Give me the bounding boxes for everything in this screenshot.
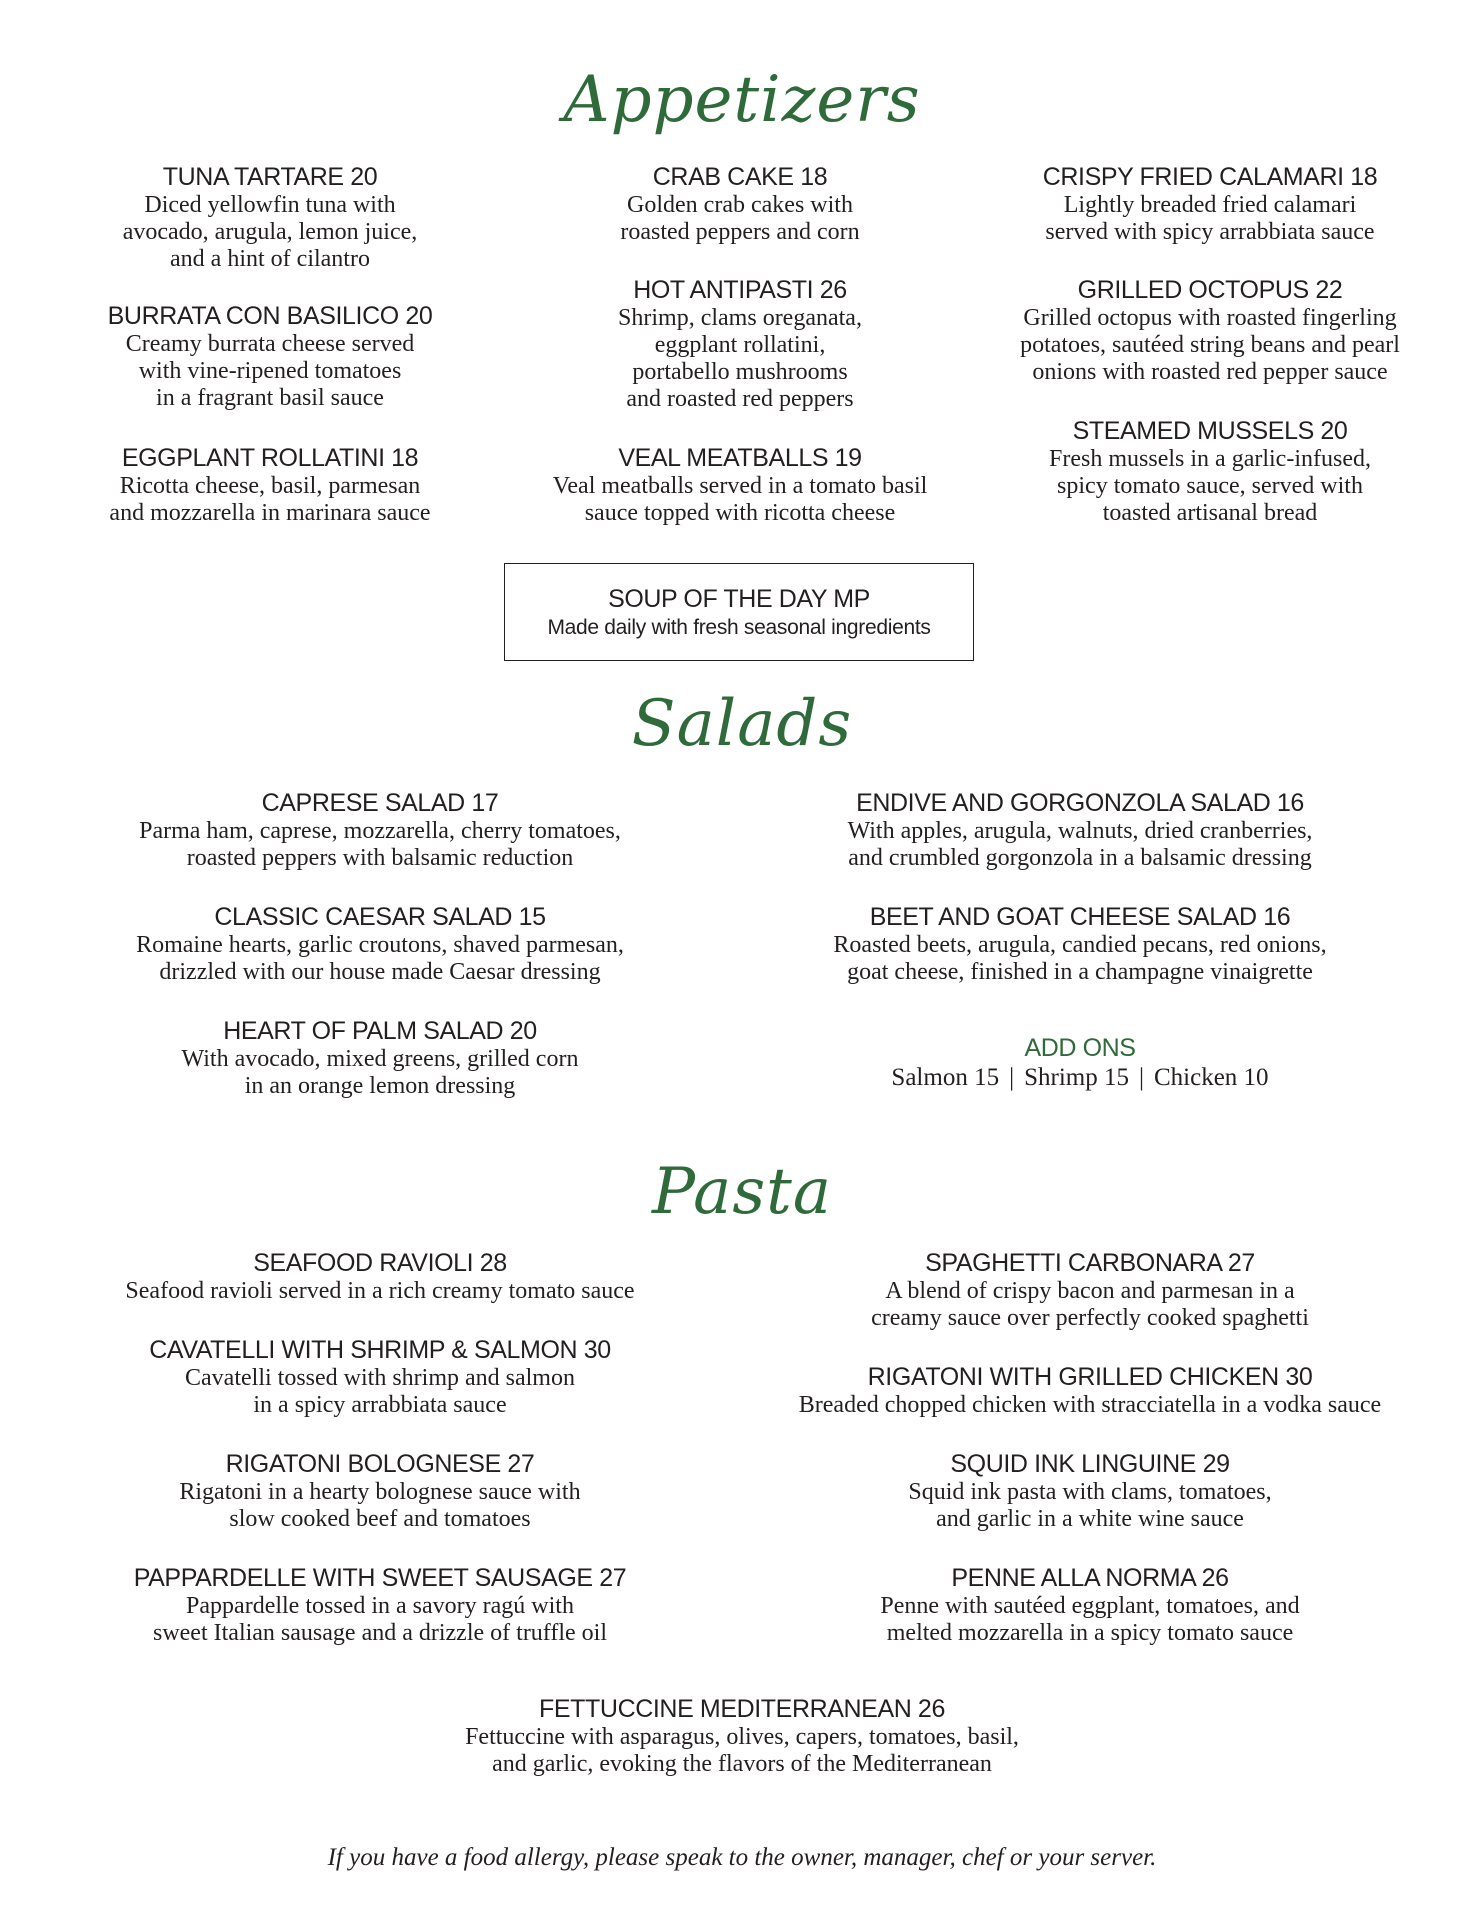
item-name: EGGPLANT ROLLATINI 18 (121, 444, 419, 472)
item-description: Grilled octopus with roasted fingerling potatoes, sautéed string beans and pearl onions with roasted red pepper sauce (1020, 305, 1400, 385)
soup-name: SOUP OF THE DAY MP (608, 585, 870, 613)
item-description: Squid ink pasta with clams, tomatoes, and garlic in a white wine sauce (908, 1479, 1272, 1532)
item-description: Creamy burrata cheese served with vine-ripened tomatoes in a fragrant basil sauce (125, 331, 415, 411)
item-name: PAPPARDELLE WITH SWEET SAUSAGE 27 (133, 1564, 627, 1592)
menu-item (80, 162, 460, 273)
item-name: CAVATELLI WITH SHRIMP & SALMON 30 (149, 1336, 611, 1364)
menu-item (770, 1362, 1410, 1419)
menu-item (800, 788, 1360, 872)
item-name: RIGATONI WITH GRILLED CHICKEN 30 (867, 1363, 1313, 1391)
allergy-notice: If you have a food allergy, please speak to the owner, manager, chef or your server. (327, 1844, 1157, 1871)
menu-item (530, 162, 950, 246)
add-ons (800, 1033, 1360, 1093)
menu-item (800, 902, 1360, 986)
soup-of-the-day-box (504, 563, 974, 661)
item-description: A blend of crispy bacon and parmesan in a creamy sauce over perfectly cooked spaghetti (871, 1278, 1309, 1331)
item-name: GRILLED OCTOPUS 22 (1077, 276, 1343, 304)
heading-pasta: Pasta (651, 1155, 833, 1229)
item-name: CRISPY FRIED CALAMARI 18 (1042, 163, 1378, 191)
menu-item (90, 1248, 670, 1305)
heading-salads: Salads (631, 687, 853, 761)
menu-item (530, 443, 950, 527)
item-name: SQUID INK LINGUINE 29 (950, 1450, 1230, 1478)
item-description: Veal meatballs served in a tomato basil sauce topped with ricotta cheese (552, 473, 928, 526)
menu-item (1000, 162, 1420, 246)
separator: | (1009, 1064, 1015, 1091)
item-description: Rigatoni in a hearty bolognese sauce with slow cooked beef and tomatoes (179, 1479, 581, 1532)
item-name: CAPRESE SALAD 17 (261, 789, 499, 817)
item-name: PENNE ALLA NORMA 26 (951, 1564, 1229, 1592)
item-description: Penne with sautéed eggplant, tomatoes, and melted mozzarella in a spicy tomato sauce (880, 1593, 1300, 1646)
add-ons-title: ADD ONS (1024, 1034, 1136, 1062)
item-name: BURRATA CON BASILICO 20 (107, 302, 433, 330)
add-ons-list (800, 1063, 1360, 1093)
item-description: Shrimp, clams oreganata, eggplant rollatini, portabello mushrooms and roasted red peppers (618, 305, 862, 412)
item-description: With apples, arugula, walnuts, dried cranberries, and crumbled gorgonzola in a balsamic dressing (847, 818, 1313, 871)
item-description: Seafood ravioli served in a rich creamy tomato sauce (125, 1278, 635, 1304)
menu-item (90, 1335, 670, 1419)
menu-item (110, 1016, 650, 1100)
item-description: Pappardelle tossed in a savory ragú with sweet Italian sausage and a drizzle of truffle oil (152, 1593, 608, 1646)
item-name: RIGATONI BOLOGNESE 27 (225, 1450, 535, 1478)
item-description: Roasted beets, arugula, candied pecans, red onions, goat cheese, finished in a champagne vinaigrette (833, 932, 1327, 985)
item-name: CRAB CAKE 18 (652, 163, 828, 191)
menu-item (770, 1449, 1410, 1533)
item-name: ENDIVE AND GORGONZOLA SALAD 16 (856, 789, 1304, 817)
item-description: Fresh mussels in a garlic-infused, spicy tomato sauce, served with toasted artisanal bread (1049, 446, 1371, 526)
item-name: HEART OF PALM SALAD 20 (223, 1017, 537, 1045)
separator: | (1138, 1064, 1144, 1091)
item-name: SPAGHETTI CARBONARA 27 (925, 1249, 1255, 1277)
item-name: CLASSIC CAESAR SALAD 15 (214, 903, 546, 931)
item-description: Fettuccine with asparagus, olives, capers, tomatoes, basil, and garlic, evoking the flavors of the Mediterranean (465, 1724, 1019, 1777)
item-description: Parma ham, caprese, mozzarella, cherry tomatoes, roasted peppers with balsamic reduction (139, 818, 621, 871)
menu-item (770, 1563, 1410, 1647)
item-description: Golden crab cakes with roasted peppers and corn (620, 192, 860, 245)
menu-item (1000, 416, 1420, 527)
item-description: Ricotta cheese, basil, parmesan and mozzarella in marinara sauce (109, 473, 431, 526)
menu-item (80, 301, 460, 412)
item-name: STEAMED MUSSELS 20 (1072, 417, 1348, 445)
menu-item (80, 443, 460, 527)
menu-item (90, 1563, 670, 1647)
item-name: FETTUCCINE MEDITERRANEAN 26 (539, 1695, 945, 1723)
item-name: TUNA TARTARE 20 (162, 163, 378, 191)
menu-item (110, 902, 650, 986)
pasta-center-item (392, 1694, 1092, 1778)
item-description: Romaine hearts, garlic croutons, shaved parmesan, drizzled with our house made Caesar dressing (136, 932, 624, 985)
add-on-chicken: Chicken 10 (1153, 1064, 1269, 1091)
menu-item (90, 1449, 670, 1533)
item-description: Cavatelli tossed with shrimp and salmon in a spicy arrabbiata sauce (185, 1365, 575, 1418)
menu-item (110, 788, 650, 872)
item-name: HOT ANTIPASTI 26 (633, 276, 847, 304)
item-description: Lightly breaded fried calamari served with spicy arrabbiata sauce (1045, 192, 1375, 245)
heading-appetizers: Appetizers (563, 63, 921, 137)
item-name: SEAFOOD RAVIOLI 28 (253, 1249, 507, 1277)
item-description: Breaded chopped chicken with stracciatella in a vodka sauce (798, 1392, 1382, 1418)
menu-item (530, 275, 950, 413)
add-on-shrimp: Shrimp 15 (1024, 1064, 1129, 1091)
menu-item (1000, 275, 1420, 386)
item-name: BEET AND GOAT CHEESE SALAD 16 (869, 903, 1291, 931)
menu-item (770, 1248, 1410, 1332)
item-description: Diced yellowfin tuna with avocado, arugula, lemon juice, and a hint of cilantro (122, 192, 418, 272)
add-on-salmon: Salmon 15 (891, 1064, 1000, 1091)
item-name: VEAL MEATBALLS 19 (618, 444, 862, 472)
soup-description: Made daily with fresh seasonal ingredients (547, 616, 931, 639)
item-description: With avocado, mixed greens, grilled corn in an orange lemon dressing (181, 1046, 579, 1099)
